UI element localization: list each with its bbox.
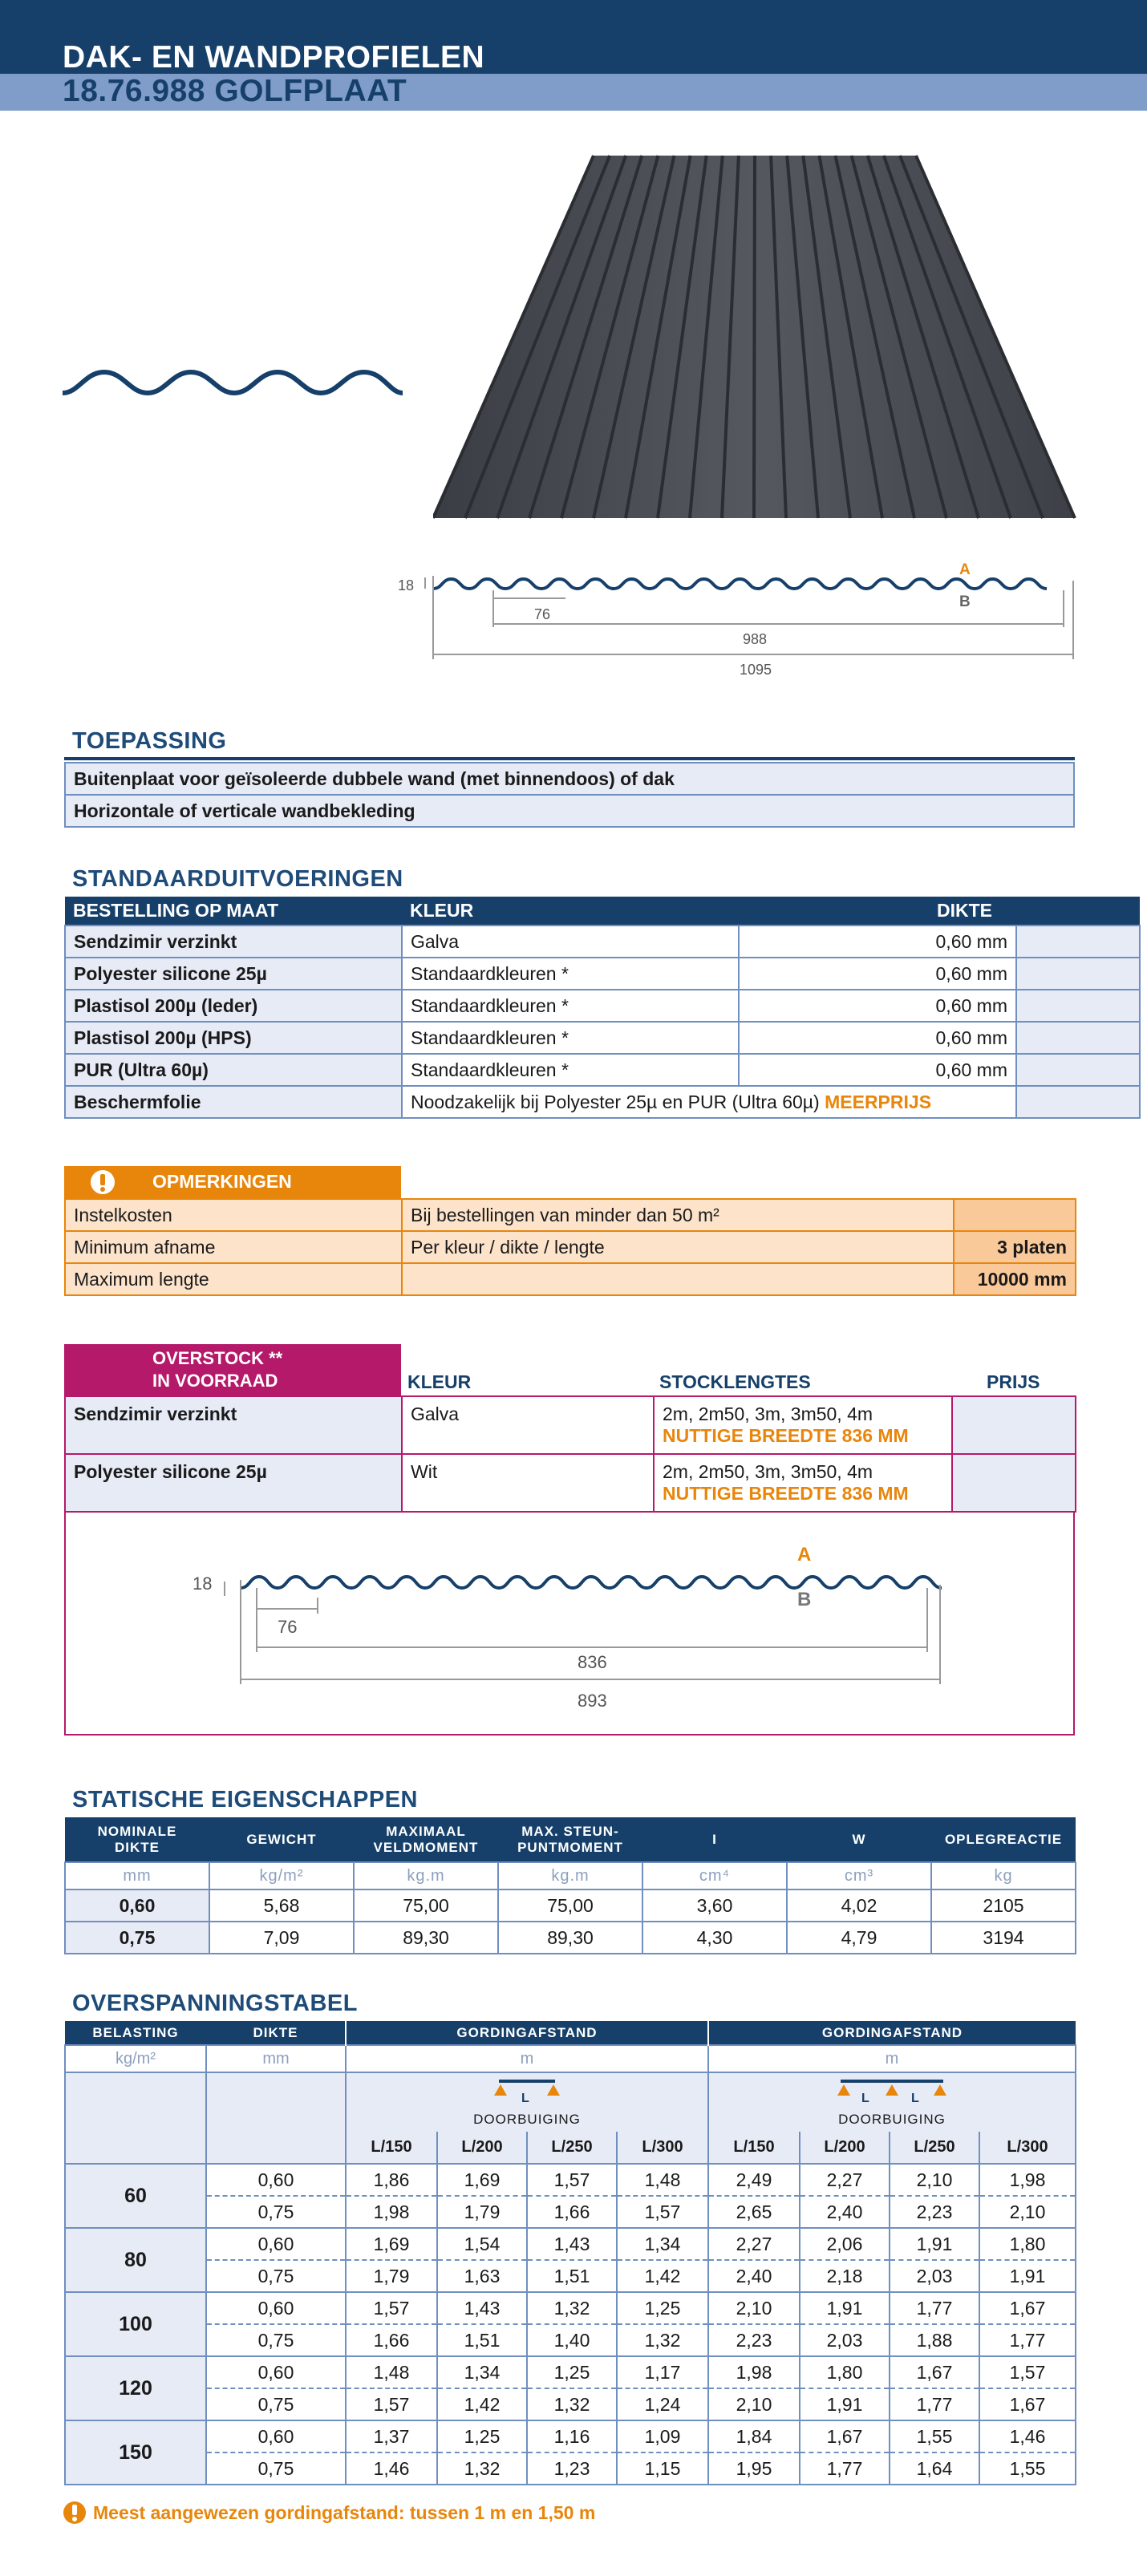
table-cell: 1,77 [800,2452,890,2485]
table-cell: 1,98 [346,2196,437,2228]
overstock-profile-drawing [160,1540,963,1716]
page-subtitle: 18.76.988 GOLFPLAAT [63,74,407,108]
stock-lengths: 2m, 2m50, 3m, 3m50, 4m [663,1403,873,1424]
span-header-distance-1: GORDINGAFSTAND [346,2021,708,2045]
std-header-order: BESTELLING OP MAAT [65,897,402,925]
table-cell: Polyester silicone 25µ [65,1454,402,1512]
table-cell: 2,23 [890,2196,979,2228]
table-cell: 1,25 [617,2292,708,2324]
static-table [64,1817,1076,1954]
unit-cell: kg.m [354,1862,498,1889]
svg-text:L: L [521,2092,529,2105]
thickness-cell: 0,60 [206,2164,346,2196]
table-cell: Standaardkleuren * [402,990,739,1022]
wave-profile-icon [61,366,406,414]
dim-pitch: 76 [278,1617,298,1637]
load-cell: 80 [65,2228,206,2292]
table-cell: 4,79 [787,1922,931,1954]
sheet-rib [754,156,755,518]
dim-useful: 988 [743,631,768,647]
table-cell: Minimum afname [65,1231,402,1263]
application-row: Buitenplaat voor geïsoleerde dubbele wand (met binnendoos) of dak [65,763,1074,795]
table-cell: 1,15 [617,2452,708,2485]
table-row [65,2452,1076,2485]
load-cell: 150 [65,2420,206,2485]
table-cell: 1,32 [617,2324,708,2356]
std-header-color: KLEUR [402,897,739,925]
label-a: A [797,1544,812,1565]
table-cell: PUR (Ultra 60µ) [65,1054,402,1086]
table-cell [954,1199,1076,1231]
table-cell: 1,57 [346,2292,437,2324]
table-cell: 1,69 [437,2164,527,2196]
table-cell: 89,30 [354,1922,498,1954]
table-cell: 1,79 [437,2196,527,2228]
unit-cell: kg/m² [209,1862,354,1889]
ratio-header: L/250 [890,2132,979,2164]
unit-cell: mm [65,1862,209,1889]
profile-dimension-drawing [393,561,1083,682]
table-cell: Sendzimir verzinkt [65,1396,402,1454]
static-header: I [642,1817,787,1862]
unit-cell: m [708,2045,1076,2072]
table-cell: 1,42 [437,2388,527,2420]
table-cell: Galva [402,925,739,958]
table-cell: Plastisol 200µ (leder) [65,990,402,1022]
table-cell: 1,86 [346,2164,437,2196]
table-row [65,2388,1076,2420]
static-title: STATISCHE EIGENSCHAPPEN [72,1787,418,1813]
thickness-cell: 0,60 [206,2356,346,2388]
table-cell: 1,67 [979,2388,1076,2420]
table-cell: 1,77 [979,2324,1076,2356]
overstock-table [64,1395,1076,1513]
table-cell: 1,51 [437,2324,527,2356]
table-cell: 1,48 [617,2164,708,2196]
table-cell: 0,60 mm [739,990,1016,1022]
table-cell: Standaardkleuren * [402,1054,739,1086]
table-cell: 2,03 [800,2324,890,2356]
span-support-icon [491,2078,563,2107]
table-cell: 1,34 [437,2356,527,2388]
table-cell: 1,66 [527,2196,617,2228]
thickness-cell: 0,75 [206,2324,346,2356]
standard-title: STANDAARDUITVOERINGEN [72,866,403,892]
table-cell: 1,32 [527,2388,617,2420]
table-cell: Polyester silicone 25µ [65,958,402,990]
table-row [65,2164,1076,2196]
table-cell: 3,60 [642,1889,787,1922]
table-cell: 1,43 [527,2228,617,2260]
table-cell: 0,75 [65,1922,209,1954]
table-cell: 1,91 [800,2292,890,2324]
dim-useful: 836 [578,1652,607,1672]
table-cell: 1,67 [890,2356,979,2388]
thickness-cell: 0,75 [206,2452,346,2485]
table-cell: Per kleur / dikte / lengte [402,1231,954,1263]
table-cell: Instelkosten [65,1199,402,1231]
load-cell: 120 [65,2356,206,2420]
ratio-header: L/150 [708,2132,800,2164]
table-cell: 1,46 [346,2452,437,2485]
table-cell: 1,48 [346,2356,437,2388]
ratio-header: L/200 [800,2132,890,2164]
table-cell: 2105 [931,1889,1076,1922]
application-title: TOEPASSING [72,728,227,754]
table-cell: 2,49 [708,2164,800,2196]
static-header: NOMINALE DIKTE [65,1817,209,1862]
table-cell: 1,46 [979,2420,1076,2452]
remarks-title: OPMERKINGEN [152,1171,292,1192]
load-cell: 100 [65,2292,206,2356]
table-cell: Sendzimir verzinkt [65,925,402,958]
corrugated-sheet-image [433,149,1083,526]
svg-text:L: L [911,2092,919,2105]
table-row [65,2356,1076,2388]
table-cell: 1,17 [617,2356,708,2388]
table-cell: 10000 mm [954,1263,1076,1295]
unit-cell: cm³ [787,1862,931,1889]
dim-pitch: 76 [534,606,551,622]
table-cell: 2,40 [708,2260,800,2292]
table-cell: 1,57 [527,2164,617,2196]
table-cell: 1,69 [346,2228,437,2260]
table-cell: 75,00 [498,1889,642,1922]
table-cell: 1,91 [979,2260,1076,2292]
table-cell: 2,27 [800,2164,890,2196]
overstock-header-price: PRIJS [987,1371,1040,1392]
table-cell: 2,23 [708,2324,800,2356]
ratio-header: L/300 [617,2132,708,2164]
table-row [65,2324,1076,2356]
table-cell: 1,55 [979,2452,1076,2485]
table-cell: 7,09 [209,1922,354,1954]
table-row [65,1922,1076,1954]
span-header-load: BELASTING [65,2021,206,2045]
span-header-distance-2: GORDINGAFSTAND [708,2021,1076,2045]
table-row [65,2228,1076,2260]
application-row: Horizontale of verticale wandbekleding [65,795,1074,827]
table-cell: 2,18 [800,2260,890,2292]
ratio-header: L/250 [527,2132,617,2164]
table-cell: 1,37 [346,2420,437,2452]
ratio-header: L/150 [346,2132,437,2164]
page-title: DAK- EN WANDPROFIELEN [63,40,485,75]
table-cell: 2,65 [708,2196,800,2228]
dim-height: 18 [398,577,415,593]
table-cell: 1,34 [617,2228,708,2260]
span-table [64,2021,1076,2485]
table-cell: 1,88 [890,2324,979,2356]
table-cell: 1,42 [617,2260,708,2292]
application-rule [64,757,1075,760]
svg-text:L: L [861,2092,869,2105]
foil-text: Noodzakelijk bij Polyester 25µ en PUR (Ultra 60µ) [411,1091,820,1112]
label-a: A [959,561,971,578]
span-header-thickness: DIKTE [206,2021,346,2045]
thickness-cell: 0,75 [206,2388,346,2420]
table-cell: 89,30 [498,1922,642,1954]
dim-height: 18 [193,1574,213,1594]
static-header: GEWICHT [209,1817,354,1862]
table-cell: Plastisol 200µ (HPS) [65,1022,402,1054]
table-cell: 1,95 [708,2452,800,2485]
dim-total: 893 [578,1691,607,1711]
table-cell: 75,00 [354,1889,498,1922]
table-cell: 2,10 [708,2388,800,2420]
table-cell: 0,60 [65,1889,209,1922]
table-cell: 1,24 [617,2388,708,2420]
standard-table [64,897,1141,1119]
table-cell: 1,32 [437,2452,527,2485]
unit-cell: cm⁴ [642,1862,787,1889]
table-cell: 1,98 [708,2356,800,2388]
static-header: OPLEGREACTIE [931,1817,1076,1862]
unit-cell: kg/m² [65,2045,206,2072]
table-cell: 0,60 mm [739,1022,1016,1054]
table-cell: Maximum lengte [65,1263,402,1295]
table-cell: Bij bestellingen van minder dan 50 m² [402,1199,954,1231]
thickness-cell: 0,60 [206,2420,346,2452]
table-cell: 1,54 [437,2228,527,2260]
table-cell [402,1263,954,1295]
table-cell: Standaardkleuren * [402,1022,739,1054]
table-cell: 4,02 [787,1889,931,1922]
static-header: MAX. STEUN- PUNTMOMENT [498,1817,642,1862]
table-cell: 1,67 [800,2420,890,2452]
table-cell: Galva [402,1396,654,1454]
table-cell: 1,77 [890,2388,979,2420]
table-cell: Beschermfolie [65,1086,402,1118]
table-cell: 1,79 [346,2260,437,2292]
table-cell: 1,77 [890,2292,979,2324]
ratio-header: L/300 [979,2132,1076,2164]
table-cell: 2,40 [800,2196,890,2228]
stock-lengths: 2m, 2m50, 3m, 3m50, 4m [663,1461,873,1482]
table-cell: 1,66 [346,2324,437,2356]
useful-width: NUTTIGE BREEDTE 836 MM [663,1483,909,1504]
unit-cell: kg [931,1862,1076,1889]
static-header: W [787,1817,931,1862]
label-b: B [959,593,971,610]
load-cell: 60 [65,2164,206,2228]
table-cell: 1,23 [527,2452,617,2485]
useful-width: NUTTIGE BREEDTE 836 MM [663,1425,909,1446]
thickness-cell: 0,60 [206,2292,346,2324]
table-cell: 2,10 [708,2292,800,2324]
overstock-header-lengths: STOCKLENGTES [659,1371,811,1392]
dim-total: 1095 [740,662,772,678]
table-row [65,1889,1076,1922]
table-cell: 3194 [931,1922,1076,1954]
application-table [64,762,1075,828]
table-cell: 0,60 mm [739,958,1016,990]
table-cell: 1,91 [800,2388,890,2420]
table-cell: 1,55 [890,2420,979,2452]
overstock-header-color: KLEUR [407,1371,472,1392]
unit-cell: m [346,2045,708,2072]
table-cell: 1,51 [527,2260,617,2292]
span-title: OVERSPANNINGSTABEL [72,1991,358,2016]
table-cell: 5,68 [209,1889,354,1922]
overstock-title: OVERSTOCK ** IN VOORRAAD [152,1348,283,1391]
table-cell: Standaardkleuren * [402,958,739,990]
table-cell: 1,91 [890,2228,979,2260]
table-row [65,2260,1076,2292]
table-cell: 1,43 [437,2292,527,2324]
table-cell: 0,60 mm [739,925,1016,958]
table-cell: Wit [402,1454,654,1512]
table-cell: 1,09 [617,2420,708,2452]
table-cell: 1,63 [437,2260,527,2292]
unit-cell: kg.m [498,1862,642,1889]
table-cell: 1,57 [617,2196,708,2228]
table-cell: 1,80 [800,2356,890,2388]
table-cell: 1,32 [527,2292,617,2324]
thickness-cell: 0,75 [206,2196,346,2228]
ratio-header: L/200 [437,2132,527,2164]
warning-icon [63,2501,87,2525]
table-cell: 1,67 [979,2292,1076,2324]
unit-cell: mm [206,2045,346,2072]
remarks-table [64,1198,1076,1296]
table-cell: 2,10 [890,2164,979,2196]
std-header-thickness: DIKTE [739,897,1016,925]
thickness-cell: 0,60 [206,2228,346,2260]
table-cell: 1,98 [979,2164,1076,2196]
table-cell: 1,57 [346,2388,437,2420]
span-support-icon [836,2078,948,2107]
table-cell: 1,25 [527,2356,617,2388]
table-cell: 2,03 [890,2260,979,2292]
table-row [65,2292,1076,2324]
label-b: B [797,1589,812,1610]
table-cell: 4,30 [642,1922,787,1954]
static-header: MAXIMAAL VELDMOMENT [354,1817,498,1862]
table-cell: 1,84 [708,2420,800,2452]
span-note: Meest aangewezen gordingafstand: tussen 1 m en 1,50 m [93,2502,596,2523]
deflection-label: DOORBUIGING [838,2112,946,2127]
table-cell: 2,06 [800,2228,890,2260]
table-cell: 0,60 mm [739,1054,1016,1086]
table-cell: 3 platen [954,1231,1076,1263]
table-cell: 1,64 [890,2452,979,2485]
thickness-cell: 0,75 [206,2260,346,2292]
table-cell: 1,40 [527,2324,617,2356]
table-cell: 1,57 [979,2356,1076,2388]
table-row [65,2420,1076,2452]
warning-icon [90,1169,116,1195]
table-cell: 2,10 [979,2196,1076,2228]
table-cell: 1,80 [979,2228,1076,2260]
surcharge-label: MEERPRIJS [825,1091,932,1112]
table-cell: 1,25 [437,2420,527,2452]
table-cell: 2,27 [708,2228,800,2260]
table-row [65,2196,1076,2228]
table-cell: 1,16 [527,2420,617,2452]
deflection-label: DOORBUIGING [473,2112,581,2127]
